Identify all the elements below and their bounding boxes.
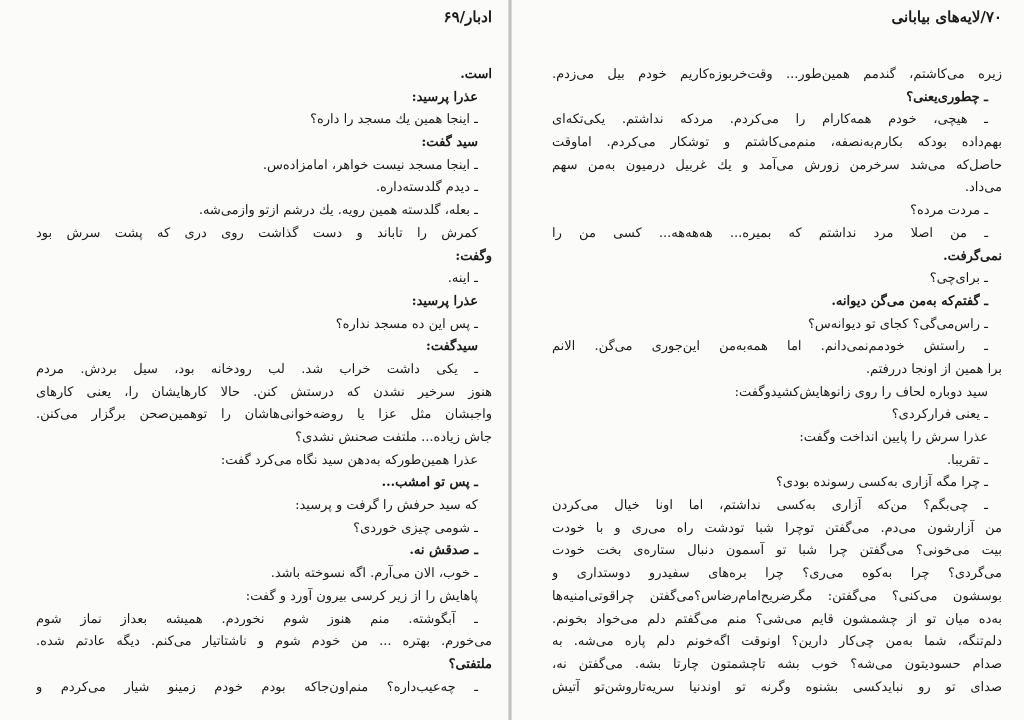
right-page-header [552, 8, 1002, 36]
text-line: دلم‌تنگه، شما به‌من چی‌کار دارین؟ اونوقت اگه‌خونم دلم پاره می‌شه. به [552, 634, 1002, 650]
text-line: زیره می‌کاشتم، گندمم همین‌طور... وقت‌خربوزه‌کاریم خودم بیل می‌زدم. [552, 67, 1002, 82]
text-line: عذرا همین‌طورکه به‌دهن سید نگاه می‌کرد گفت: [220, 452, 478, 468]
text-line: من آزارشون می‌دم. می‌گفتن توچرا شبا تودشت راه می‌ری و با خودت [552, 520, 1002, 536]
text-line: عذرا پرسید: [411, 89, 478, 105]
text-line: سیدگفت: [426, 339, 478, 355]
text-line: به‌ده میان تو از چشمشون قایم می‌شی؟ منم می‌گفتم دلم می‌خواد بخونم. [552, 611, 1002, 627]
text-line: عذرا سرش را پایین انداخت وگفت: [799, 430, 988, 445]
text-line: حاصل‌که می‌شد سرخرمن زورش می‌آمد و یك غربیل درمیون به‌من سهم [552, 157, 1002, 173]
text-line: وگفت: [455, 248, 492, 264]
text-line: جاش زیاده... ملتفت صحنش نشدی؟ [295, 430, 492, 445]
text-line: ـ یکی داشت خراب شد. لب رودخانه بود، سیل بردش. مردم [36, 361, 478, 377]
text-line: ـ پس این ده مسجد نداره؟ [335, 316, 478, 332]
left-page-header [36, 8, 492, 36]
text-line: ـ من اصلا مرد نداشتم که بمیره... هه‌هه‌هه... کسی من را [552, 225, 988, 241]
text-line: ـ تقریبا. [947, 452, 988, 468]
text-line: ـ مردت مرده؟ [910, 203, 988, 219]
text-line: ـ چرا مگه آزاری به‌کسی رسونده بودی؟ [775, 475, 988, 491]
running-head: ادبار/۶۹ [443, 8, 492, 26]
text-line: بیت می‌خونی؟ می‌گفتن چرا شبا تو آسمون دنبال ستاره‌ی بخت خودت [552, 543, 1002, 559]
right-page [512, 0, 1024, 720]
text-line: ـ اینجا همین یك مسجد را داره؟ [310, 112, 478, 128]
text-line: که سید حرفش را گرفت و پرسید: [295, 498, 478, 514]
right-page-body [552, 64, 1002, 699]
text-line: می‌گردی؟ چرا به‌کوه می‌ری؟ چرا بره‌های سفیدرو دوستداری و [552, 566, 1002, 582]
text-line: ـ چی‌بگم؟ من‌که آزاری به‌کسی نداشتم، اما اونا خیال می‌کردن [552, 498, 988, 514]
text-line: بهم‌داده بودکه بکارم‌به‌نصفه، منم‌می‌کاشتم و توشکار می‌کردم. اماوقت [552, 135, 1002, 151]
text-line: صدام حسودیتون می‌شه؟ خوب بشه تاچشمتون چارتا بشه. می‌گفتن نه، [552, 656, 1002, 672]
text-line: ـ اینجا مسجد نیست خواهر، امامزاده‌س. [262, 157, 478, 173]
text-line: ـ گفتم‌که به‌من می‌گن دیوانه. [831, 293, 988, 309]
text-line: می‌داد. [964, 180, 1002, 196]
text-line: ـ راس‌می‌گی؟ کجای تو دیوانه‌س؟ [808, 316, 988, 332]
text-line: ـ یعنی فرارکردی؟ [891, 407, 988, 423]
text-line: بوسشون می‌کنی؟ می‌گفتن: مگرضریح‌امام‌رضاس؟می‌گفتن چراقوتی‌امنیه‌ها [552, 588, 1002, 604]
text-line: ـ اینه. [447, 271, 478, 287]
text-line: می‌خورم. بهتره ... من خودم شوم و ناشتاتیار می‌کنم. دیگه عادتم شده. [36, 634, 492, 650]
text-line: واجبشان مثل عزا یا روضه‌خوانی‌هاشان را توهمین‌صحن برگزار می‌کنن. [36, 407, 492, 423]
text-line: پاهایش را از زیر کرسی بیرون آورد و گفت: [245, 588, 478, 604]
text-line: ـ دیدم گلدسته‌داره. [375, 180, 478, 196]
text-line: ـ چطوری‌یعنی؟ [906, 89, 988, 105]
text-line: ملتفتی؟ [448, 656, 492, 672]
text-line: نمی‌گرفت. [943, 248, 1002, 264]
text-line: ـ شومی چیزی خوردی؟ [353, 520, 478, 536]
text-line: هنوز سرخیر نشدن که درستش کنن. حالا کارهایشان را، یعنی کارهای [36, 384, 492, 400]
text-line: صدای تو رو نبایدکسی بشنوه وگرنه تو اوندنیا سریه‌تاروشن‌تو آتیش [552, 679, 1002, 695]
text-line: ـ راستش خودمم‌نمی‌دانم. اما همه‌به‌من این‌جوری می‌گن. الانم [552, 339, 988, 355]
text-line: ـ چه‌عیب‌داره؟ منم‌اون‌جاکه بودم خودم زمینو شیار می‌کردم و [36, 679, 478, 695]
text-line: سید دوباره لحاف را روی زانوهایش‌کشیدوگفت: [734, 384, 988, 400]
text-line: ـ پس تو امشب... [381, 475, 478, 491]
text-line: سید گفت: [421, 135, 478, 151]
text-line: ـ برای‌چی؟ [929, 271, 988, 287]
text-line: برا همین از اونجا دررفتم. [865, 361, 1002, 377]
text-line: ـ خوب، الان می‌آرم. اگه نسوخته باشد. [270, 566, 478, 582]
text-line: کمرش را تاباند و دست گذاشت روی دری که پشت سرش بود [36, 225, 478, 241]
running-head: ۷۰/لایه‌های بیابانی [891, 8, 1002, 26]
text-line: ـ آبگوشته. منم هنوز شوم نخوردم. همیشه بعداز نماز شوم [36, 611, 478, 627]
text-line: عذرا پرسید: [411, 293, 478, 309]
text-line: ـ بعله، گلدسته همین رویه. یك درشم ازتو وازمی‌شه. [198, 203, 478, 219]
left-page-body [36, 64, 492, 699]
text-line: ـ صدقش نه. [409, 543, 478, 559]
text-line: است. [460, 67, 492, 82]
text-line: ـ هیچی، خودم همه‌کارام را می‌کردم. مردکه نداشتم. یکی‌تکه‌ای [552, 112, 988, 128]
